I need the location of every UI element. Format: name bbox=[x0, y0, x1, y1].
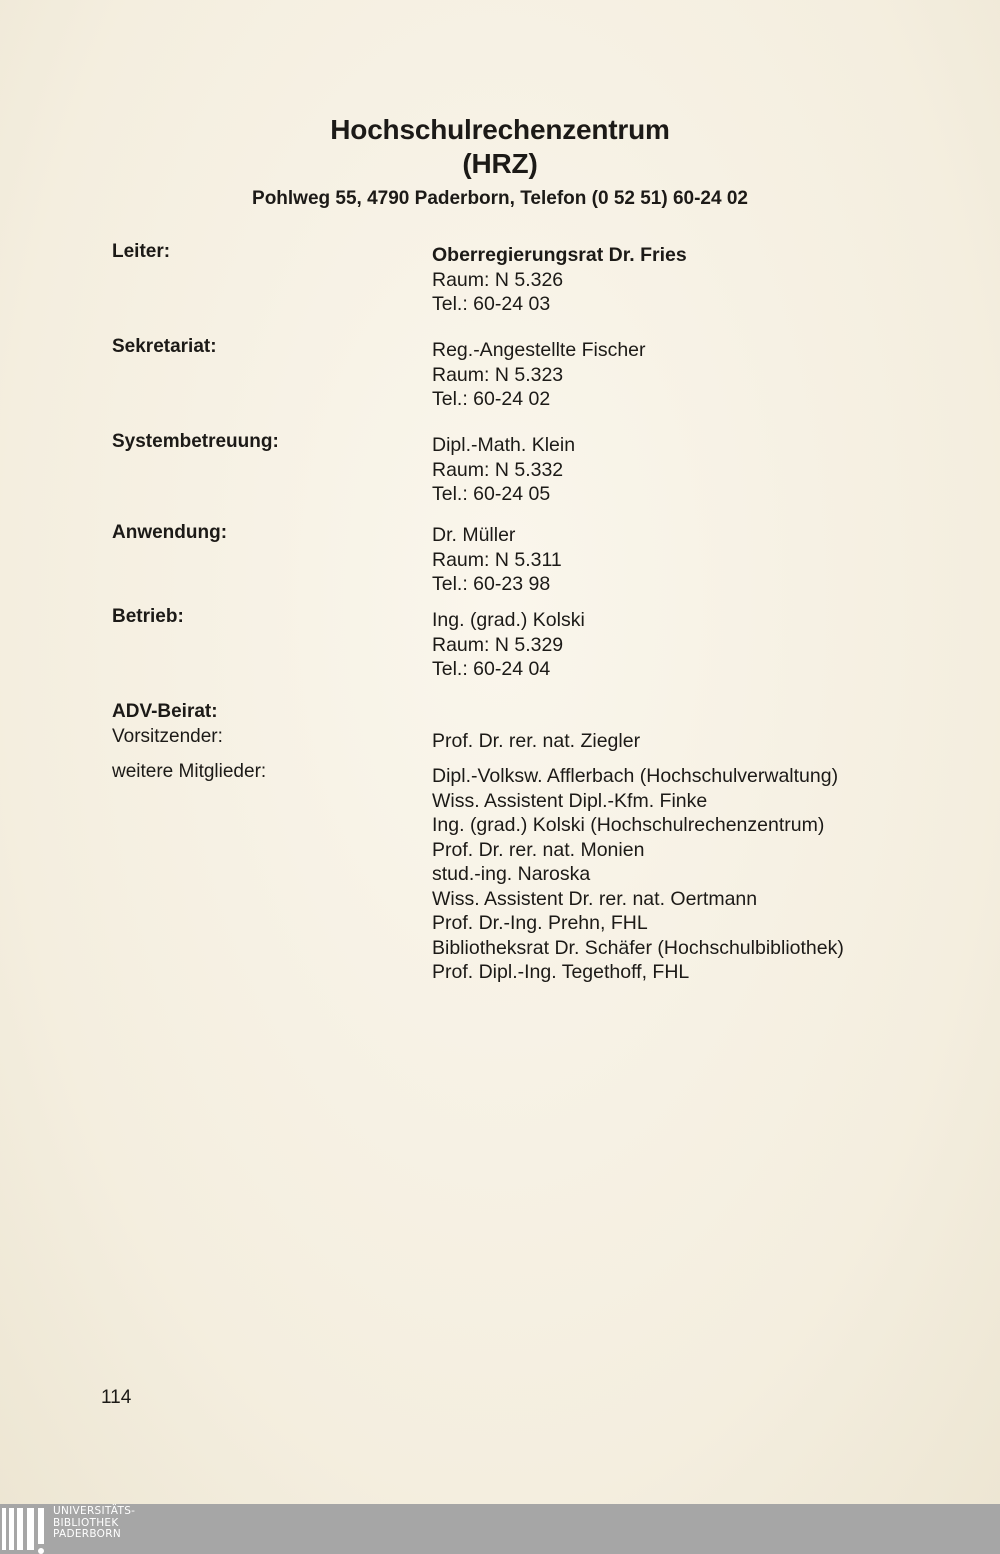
sekretariat-tel: Tel.: 60-24 02 bbox=[432, 388, 551, 410]
sekretariat-name: Reg.-Angestellte Fischer bbox=[432, 339, 646, 361]
mitglieder-label: weitere Mitglieder: bbox=[112, 761, 267, 782]
anwendung-label: Anwendung: bbox=[112, 522, 228, 543]
betrieb-raum: Raum: N 5.329 bbox=[432, 633, 564, 656]
betrieb-label: Betrieb: bbox=[112, 606, 184, 627]
mitglied-item: Bibliotheksrat Dr. Schäfer (Hochschulbibliothek) bbox=[432, 936, 844, 959]
page-title-abbreviation: (HRZ) bbox=[462, 148, 538, 179]
anwendung-tel: Tel.: 60-23 98 bbox=[432, 573, 551, 595]
logo-text-line: BIBLIOTHEK bbox=[53, 1516, 119, 1529]
vorsitzender-name: Prof. Dr. rer. nat. Ziegler bbox=[432, 730, 641, 752]
systembetreuung-block bbox=[432, 433, 575, 507]
logo-text-line: PADERBORN bbox=[53, 1528, 121, 1540]
vorsitzender-label: Vorsitzender: bbox=[112, 726, 223, 747]
logo-text-line: UNIVERSITÄTS- bbox=[53, 1505, 136, 1517]
page-title: Hochschulrechenzentrum bbox=[330, 114, 670, 145]
betrieb-block bbox=[432, 608, 585, 682]
library-footer-bar bbox=[0, 1504, 1000, 1554]
anwendung-name: Dr. Müller bbox=[432, 524, 516, 546]
library-bars-logo-icon bbox=[0, 1504, 48, 1554]
mitglied-item: Ing. (grad.) Kolski (Hochschulrechenzentrum) bbox=[432, 814, 825, 836]
mitglied-item: stud.-ing. Naroska bbox=[432, 863, 591, 885]
mitglied-item: Prof. Dipl.-Ing. Tegethoff, FHL bbox=[432, 961, 690, 983]
mitglied-item: Wiss. Assistent Dipl.-Kfm. Finke bbox=[432, 789, 708, 812]
mitglied-item: Prof. Dr.-Ing. Prehn, FHL bbox=[432, 912, 648, 934]
mitglied-item: Wiss. Assistent Dr. rer. nat. Oertmann bbox=[432, 887, 758, 910]
systembetreuung-raum: Raum: N 5.332 bbox=[432, 458, 564, 481]
sekretariat-raum: Raum: N 5.323 bbox=[432, 363, 564, 386]
sekretariat-label: Sekretariat: bbox=[112, 336, 217, 357]
mitglied-item: Prof. Dr. rer. nat. Monien bbox=[432, 838, 645, 861]
leiter-name: Oberregierungsrat Dr. Fries bbox=[432, 244, 687, 266]
betrieb-tel: Tel.: 60-24 04 bbox=[432, 658, 551, 680]
anwendung-raum: Raum: N 5.311 bbox=[432, 548, 562, 571]
leiter-block bbox=[432, 243, 687, 317]
vorsitzender-block bbox=[432, 729, 640, 754]
mitglieder-list bbox=[432, 764, 844, 985]
library-logo-text bbox=[53, 1506, 135, 1541]
leiter-tel: Tel.: 60-24 03 bbox=[432, 293, 551, 315]
mitglied-item: Dipl.-Volksw. Afflerbach (Hochschulverwaltung) bbox=[432, 765, 839, 787]
leiter-raum: Raum: N 5.326 bbox=[432, 268, 564, 291]
systembetreuung-name: Dipl.-Math. Klein bbox=[432, 434, 576, 456]
adv-beirat-heading: ADV-Beirat: bbox=[112, 701, 218, 722]
sekretariat-block bbox=[432, 338, 646, 412]
page-number: 114 bbox=[101, 1387, 132, 1408]
anwendung-block bbox=[432, 523, 562, 597]
betrieb-name: Ing. (grad.) Kolski bbox=[432, 609, 585, 631]
leiter-label: Leiter: bbox=[112, 241, 171, 262]
systembetreuung-tel: Tel.: 60-24 05 bbox=[432, 483, 551, 505]
systembetreuung-label: Systembetreuung: bbox=[112, 431, 279, 452]
address-line: Pohlweg 55, 4790 Paderborn, Telefon (0 52 51) 60-24 02 bbox=[252, 188, 748, 209]
